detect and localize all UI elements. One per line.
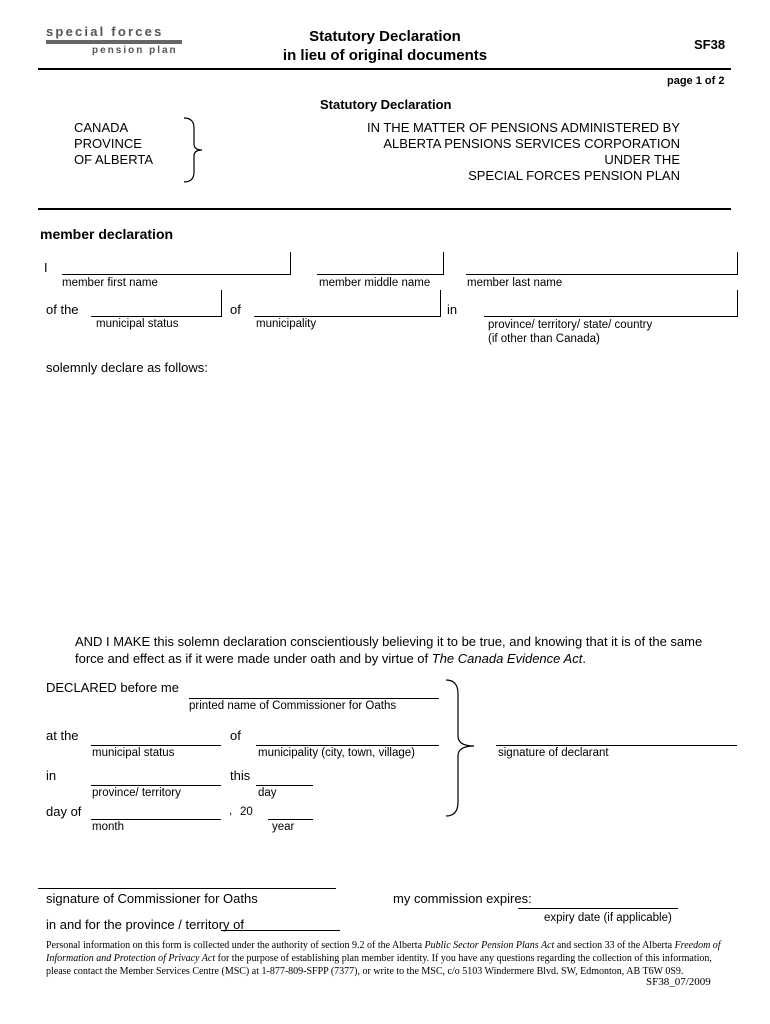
of-label: of [230, 302, 241, 317]
day-label: day [258, 787, 277, 799]
declare-text: solemnly declare as follows: [46, 360, 208, 375]
province-for-label: in and for the province / territory of [46, 917, 244, 932]
month-field[interactable] [91, 797, 221, 820]
declared-municipality-field[interactable] [256, 723, 439, 746]
solemn-statement [75, 633, 702, 667]
signature-declarant-label: signature of declarant [498, 747, 609, 759]
member-last-name-field[interactable] [466, 252, 738, 275]
declared-municipality-label: municipality (city, town, village) [258, 747, 416, 759]
declaration-textarea[interactable] [46, 380, 731, 620]
twenty-text: 20 [240, 806, 253, 818]
municipal-status-label: municipal status [96, 318, 179, 330]
matter-line1: IN THE MATTER OF PENSIONS ADMINISTERED BY [366, 120, 680, 135]
pspp-act: Public Sector Pension Plans Act [424, 940, 555, 951]
logo-line2: pension plan [92, 45, 178, 56]
at-the-label: at the [46, 728, 79, 743]
province-label-line2: (if other than Canada) [488, 333, 600, 345]
year-field[interactable] [268, 797, 313, 820]
section-rule [38, 208, 731, 210]
declared-municipal-status-label: municipal status [92, 747, 175, 759]
municipality-label: municipality [256, 318, 317, 330]
privacy-notice [46, 939, 730, 978]
day-of-label: day of [46, 804, 82, 819]
privacy-text-3: for the purpose of establishing plan member identity. If you have any questions regarding the collection of this information, please contact the Member Services Centre (MSC) at 1-877-809-SFPP (7377), or write to the MSC, c/o 5103 Windermere Blvd. SW, Edmonton, AB T6W 0S9. [46, 953, 712, 977]
canada-text: CANADA [74, 120, 129, 135]
privacy-text-2: and section 33 of the Alberta [554, 940, 675, 951]
province-country-field[interactable] [484, 290, 738, 317]
alberta-text: OF ALBERTA [74, 152, 153, 167]
first-name-label: member first name [62, 277, 158, 289]
prefix-i: I [44, 260, 48, 275]
signature-declarant-field[interactable] [496, 723, 737, 746]
of-the-label: of the [46, 302, 79, 317]
solemn-line2 [75, 650, 702, 667]
title-line2: in lieu of original documents [282, 47, 488, 64]
logo-line1: special forces [46, 24, 164, 39]
title-line1: Statutory Declaration [309, 28, 461, 45]
foip-act: Freedom of Information and Protection of Privacy Act [46, 940, 721, 964]
solemn-line1: AND I MAKE this solemn declaration conscientiously believing it to be true, and knowing that it is of the same [75, 634, 703, 649]
form-version: SF38_07/2009 [646, 976, 711, 988]
declared-province-field[interactable] [91, 763, 221, 786]
header-rule [38, 68, 731, 70]
middle-name-label: member middle name [319, 277, 431, 289]
declared-province-label: province/ territory [92, 787, 181, 799]
in-label: in [447, 302, 458, 317]
statutory-declaration-heading: Statutory Declaration [320, 97, 452, 112]
declarant-brace-icon [444, 678, 478, 818]
expiry-date-field[interactable] [518, 886, 678, 909]
member-declaration-heading: member declaration [40, 226, 174, 242]
form-title [250, 27, 520, 65]
commission-province-field[interactable] [221, 908, 340, 931]
jurisdiction-right [340, 120, 680, 184]
day-field[interactable] [256, 763, 313, 786]
declared-municipal-status-field[interactable] [91, 723, 221, 746]
declared-of-label: of [230, 728, 241, 743]
municipality-field[interactable] [254, 290, 441, 317]
matter-line4: SPECIAL FORCES PENSION PLAN [468, 168, 680, 183]
solemn-line2-suffix: . [582, 651, 586, 666]
province-text: PROVINCE [74, 136, 142, 151]
matter-line3: UNDER THE [604, 152, 680, 167]
declared-in-label: in [46, 768, 57, 783]
month-label: month [92, 821, 124, 833]
page-info: page 1 of 2 [667, 75, 725, 87]
province-country-label [488, 318, 652, 346]
canada-evidence-act: The Canada Evidence Act [431, 651, 583, 666]
commissioner-signature-label: signature of Commissioner for Oaths [46, 891, 258, 906]
matter-line2: ALBERTA PENSIONS SERVICES CORPORATION [383, 136, 680, 151]
this-label: this [230, 768, 251, 783]
solemn-line2-prefix: force and effect as if it were made under oath and by virtue of [75, 651, 432, 666]
privacy-text-1: Personal information on this form is collected under the authority of section 9.2 of the Alberta [46, 940, 425, 951]
expiry-date-label: expiry date (if applicable) [544, 912, 672, 924]
commission-expires-label: my commission expires: [393, 891, 532, 906]
declared-before-label: DECLARED before me [46, 680, 179, 695]
last-name-label: member last name [467, 277, 563, 289]
commissioner-name-field[interactable] [189, 676, 439, 699]
member-middle-name-field[interactable] [317, 252, 444, 275]
comma-text: , [229, 805, 233, 817]
member-first-name-field[interactable] [62, 252, 291, 275]
year-label: year [272, 821, 295, 833]
jurisdiction-left [74, 120, 153, 168]
brace-icon [182, 116, 206, 184]
logo [46, 26, 182, 60]
commissioner-signature-field[interactable] [38, 866, 336, 889]
province-label-line1: province/ territory/ state/ country [488, 319, 653, 331]
municipal-status-field[interactable] [91, 290, 222, 317]
commissioner-name-label: printed name of Commissioner for Oaths [189, 700, 397, 712]
form-code: SF38 [694, 37, 726, 52]
